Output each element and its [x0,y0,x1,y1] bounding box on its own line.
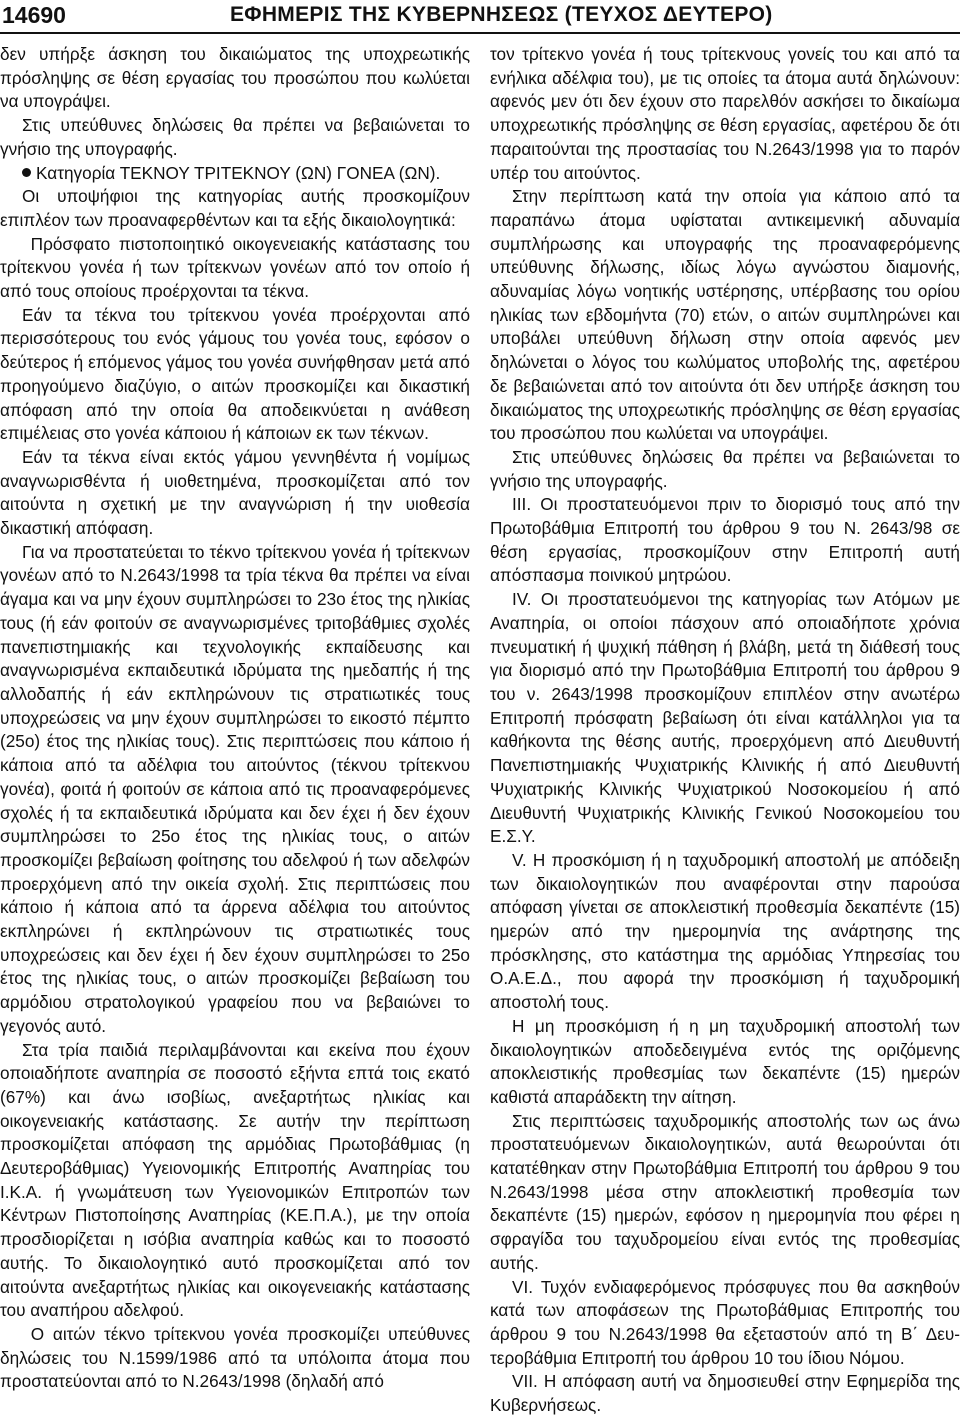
paragraph: Στα τρία παιδιά περιλαμβάνονται και εκείνα που έχουν οποιαδήποτε αναπηρία σε ποσοστό εξήντα επτά τοις εκατό (67%) και άνω ισοβίως, ανεξαρτήτως ηλικίας και οικογενειακής κατάστασης. Σε αυτήν την περίπτωση προσκομίζεται απόφαση της αρμόδιας Πρωτοβάθμιας (η Δευτεροβάθμιας) Υγειονομικής Επιτροπής Αναπηρίας του Ι.Κ.Α. ή γνωμάτευση των Υγειονομικών Επιτροπών των Κέντρων Πιστοποίησης Αναπηρίας (ΚΕ.Π.Α.), με την οποία προσδιορίζεται η ισόβια αναπηρία καθώς και το ποσοστό αυτής. Το δικαιολογητικό αυτό προσκομίζεται από τον αιτούντα ανεξαρτήτως ηλικίας και οικογενειακής κατάστασης του αναπήρου αδελφού. [0,1039,470,1321]
header-rule [0,32,960,34]
paragraph: Η μη προσκόμιση ή η μη ταχυδρομική αποστολή των δικαιολογητικών αποδεδειγμένα εντός της οριζόμενης αποκλειστικής προθεσμίας των δεκαπέντε (15) ημερών καθιστά απαράδεκτη την αίτηση. [490,1015,960,1107]
paragraph: Πρόσφατο πιστοποιητικό οικογενειακής κατάστασης του τρίτεκνου γονέα ή των τρίτεκνων γονέων από τον οποίο ή από τους οποίους προέρχονται τα τέκνα. [0,233,470,302]
paragraph: Στις περιπτώσεις ταχυδρομικής αποστολής των ως άνω προστατευόμενων δικαιολογητικών, αυτά θεωρούνται ότι κατατέθηκαν στην Πρωτοβάθμια Επιτροπή του άρθρου 9 του Ν.2643/1998 μέσα στην αποκλειστική προθεσμία των δεκαπέντε (15) ημερών, εφόσον η ημερομηνία που φέρει η σφραγίδα του ταχυδρομείου είναι εντός της προθεσμίας αυτής. [490,1110,960,1273]
paragraph: Για να προστατεύεται το τέκνο τρίτεκνου γονέα ή τρίτεκνων γονέων από το Ν.2643/1998 τα τρία τέκνα θα πρέπει να είναι άγαμα και να μην έχουν συμπληρώσει το 23ο έτος της ηλικίας τους (ή εάν φοιτούν σε αναγνωρισμένες τριτοβάθμιες σχολές πανεπιστημιακής και τεχνολογικής εκπαίδευσης και αναγνωρισμένα εκπαιδευτικά ιδρύματα της ημεδαπής ή της αλλοδαπής ή εάν εκπληρώνουν τις στρατιωτικές τους υποχρεώσεις να μην έχουν συμπληρώσει το εικοστό πέμπτο (25ο) έτος της ηλικίας τους). Στις περιπτώσεις που κάποιο ή κάποια από τα αδέλφια του αιτούντος (τέκνου τρίτεκνου γονέα), φοιτά ή φοιτούν σε κάποια από τις προαναφερόμενες σχολές ή τα εκπαιδευτικά ιδρύματα και δεν έχει ή δεν έχουν συμπληρώσει το 25ο έτος της ηλικίας τους, ο αιτών προσκομίζει βεβαίωση φοίτησης του αδελφού ή των αδελφών προερχόμενη από την οικεία σχολή. Στις περιπτώσεις που κάποιο ή κάποια από τα άρρενα αδέλφια του αιτούντος εκπληρώνει ή εκπληρώνουν τις στρατιωτικές τους υποχρεώσεις και δεν έχει ή δεν έχουν συμπληρώσει το 25ο έτος της ηλικίας τους, ο αιτών προσκομίζει βεβαίωση του αρμόδιου στρατολογικού γραφείου που να βεβαιώνει το γεγονός αυτό. [0,541,470,1036]
left-column [0,43,470,1394]
paragraph: ΙV. Οι προστατευόμενοι της κατηγορίας των Ατόμων με Αναπηρία, οι οποίοι πάσχουν από οποιαδήποτε χρόνια πνευματική ή ψυχική πάθηση ή βλάβη, μετά τη διάθεσή τους για διορισμό από την Πρωτοβάθμια Επιτροπή του άρθρου 9 του ν. 2643/1998 προσκομίζουν επιπλέον στην ανωτέρω Επιτροπή πρόσφατη βεβαίωση ότι είναι κατάλληλοι για τα καθήκοντα της θέσης αυτής, προερχόμενη από Διευθυντή Πανεπιστημιακής Ψυχιατρικής Κλινικής ή από Διευθυντή Ψυχιατρικής Κλινικής Ψυχιατρικού Νοσοκομείου ή από Διευθυντή Ψυχιατρικής Κλινικής Γενικού Νοσοκομείου του Ε.Σ.Υ. [490,589,960,847]
category-heading [0,162,470,186]
paragraph: Στις υπεύθυνες δηλώσεις θα πρέπει να βεβαιώνεται το γνήσιο της υπογραφής. [0,115,470,159]
paragraph: VI. Τυχόν ενδιαφερόμενος πρόσφυγες που θα ασκηθούν κατά των αποφάσεων της Πρωτοβάθμιας Επιτροπής του άρθρου 9 του Ν.2643/1998 θα εξεταστούν από τη Β΄ Δευτεροβάθμια Επιτροπή του άρθρου 10 του ίδιου Νόμου. [490,1276,960,1368]
paragraph: Εάν τα τέκνα του τρίτεκνου γονέα προέρχονται από περισσότερους του ενός γάμους του γονέα τους, εφόσον ο δεύτερος ή επόμενος γάμος του γονέα συνήφθησαν μετά από προηγούμενο διαζύγιο, ο αιτών προσκομίζει και δικαστική απόφαση από την οποία θα αποδεικνύεται η ανάθεση επιμέλειας στο γονέα κάποιου ή κάποιων εκ των τέκνων. [0,304,470,444]
page-header [0,0,960,34]
paragraph: V. Η προσκόμιση ή η ταχυδρομική αποστολή με απόδειξη των δικαιολογητικών που αναφέρονται στην παρούσα απόφαση γίνεται σε αποκλειστική προθεσμία δεκαπέντε (15) ημερών από την ημερομηνία της ανάρτησης της πρόσκλησης, στο κατάστημα της αρμόδιας Υπηρεσίας του Ο.Α.Ε.Δ., που αφορά την προσκόμιση ή ταχυδρομική αποστολή τους. [490,849,960,1013]
paragraph: VII. Η απόφαση αυτή να δημοσιευθεί στην Εφημερίδα της Κυβερνήσεως. [490,1371,960,1416]
category-heading-text: Κατηγορία ΤΕΚΝΟΥ ΤΡΙΤΕΚΝΟΥ (ΩΝ) ΓΟΝΕΑ (ΩΝ). [36,162,441,183]
right-column [490,43,960,1418]
paragraph: Στις υπεύθυνες δηλώσεις θα πρέπει να βεβαιώνεται το γνήσιο της υπογραφής. [490,446,960,491]
paragraph: Εάν τα τέκνα είναι εκτός γάμου γεννηθέντα ή νομίμως αναγνωρισθέντα ή υιοθετημένα, προσκομίζεται από τον αιτούντα η σχετική με την αναγνώριση ή την υιοθεσία δικαστική απόφαση. [0,446,470,539]
page-number: 14690 [2,2,66,28]
paragraph: Στην περίπτωση κατά την οποία για κάποιο από τα παραπάνω άτομα υφίσταται αντικειμενική αδυναμία συμπλήρωσης και υπογραφής της προαναφερόμενης υπεύθυνης δήλωσης, ιδίως λόγω αγνώστου διαμονής, αδυναμίας λόγω νοητικής υστέρησης, υπέρβασης του ορίου ηλικίας των εβδομήντα (70) ετών, ο αιτών συμπληρώνει και υποβάλει υπεύθυνη δήλωση στην οποία αφενός μεν δηλώνεται ο λόγος του κωλύματος υποβολής της, αφετέρου δε βεβαιώνεται από τον αιτούντα ότι δεν υπήρξε άσκηση του δικαιώματος της υποχρεωτικής πρόσληψης σε θέση εργασίας του προσώπου που κωλύεται να υπογράψει. [490,186,960,444]
paragraph: Οι υποψήφιοι της κατηγορίας αυτής προσκομίζουν επιπλέον των προαναφερθέντων και τα εξής δικαιολογητικά: [0,186,470,230]
paragraph: Ο αιτών τέκνο τρίτεκνου γονέα προσκομίζει υπεύθυνες δηλώσεις του Ν.1599/1986 από τα υπόλοιπα άτομα που προστατεύονται από το Ν.2643/1998 (δηλαδή από [0,1323,470,1392]
paragraph: τον τρίτεκνο γονέα ή τους τρίτεκνους γονείς του και από τα ενήλικα αδέλφια του), με τις οποίες τα άτομα αυτά δηλώνουν: αφενός μεν ότι δεν έχουν στο παρελθόν ασκήσει το δικαίωμα υποχρεωτικής πρόσληψης σε θέση εργασίας, αφετέρου δε ότι παραιτούνται της προστασίας του Ν.2643/1998 για το παρόν υπέρ του αιτούντος. [490,44,960,183]
paragraph: ΙΙΙ. Οι προστατευόμενοι πριν το διορισμό τους από την Πρωτοβάθμια Επιτροπή του άρθρου 9 του Ν. 2643/98 σε θέση εργασίας, προσκομίζουν στην Επιτροπή αυτή απόσπασμα ποινικού μητρώου. [490,494,960,586]
paragraph: δεν υπήρξε άσκηση του δικαιώματος της υποχρεωτικής πρόσληψης σε θέση εργασίας του προσώπου που κωλύεται να υπογράψει. [0,44,470,112]
journal-title: ΕΦΗΜΕΡΙΣ ΤΗΣ ΚΥΒΕΡΝΗΣΕΩΣ (ΤΕΥΧΟΣ ΔΕΥΤΕΡΟ) [230,3,773,26]
bullet-icon [22,168,31,177]
